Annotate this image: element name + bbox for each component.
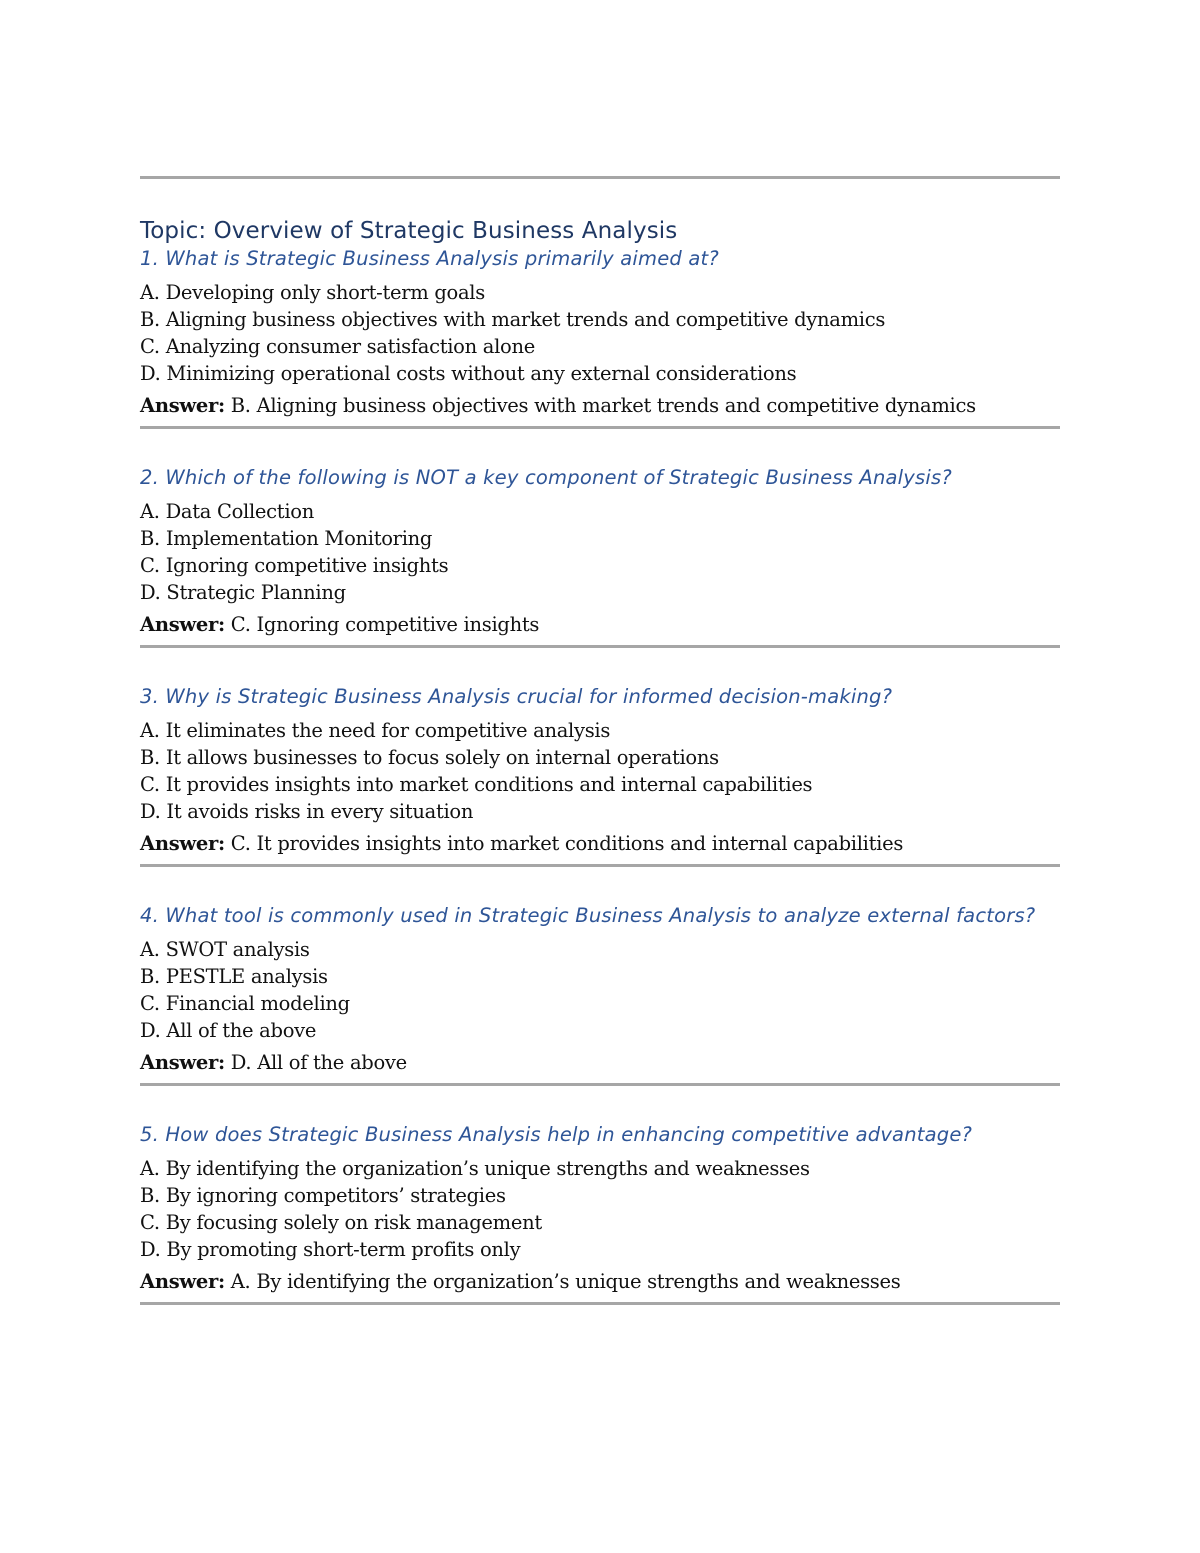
answer-line — [140, 392, 1060, 419]
option-d: D. Strategic Planning — [140, 581, 346, 604]
question-block-4 — [140, 903, 1060, 1086]
answer-text: C. It provides insights into market conditions and internal capabilities — [230, 832, 904, 855]
question-block-5 — [140, 1122, 1060, 1305]
answer-line — [140, 830, 1060, 857]
answer-line — [140, 611, 1060, 638]
option-a: A. Data Collection — [140, 500, 314, 523]
topic-heading: Topic: Overview of Strategic Business Analysis — [140, 218, 678, 244]
answer-label: Answer: — [140, 613, 225, 636]
question-text: 5. How does Strategic Business Analysis help in enhancing competitive advantage? — [140, 1123, 973, 1146]
answer-text: D. All of the above — [230, 1051, 407, 1074]
answer-label: Answer: — [140, 394, 225, 417]
answer-text: A. By identifying the organization’s unique strengths and weaknesses — [230, 1270, 901, 1293]
question-text: 1. What is Strategic Business Analysis primarily aimed at? — [140, 247, 719, 270]
option-c: C. By focusing solely on risk management — [140, 1211, 542, 1234]
options-list — [140, 279, 1060, 387]
question-block-2 — [140, 465, 1060, 648]
option-a: A. SWOT analysis — [140, 938, 310, 961]
top-divider — [140, 176, 1060, 179]
question-text: 3. Why is Strategic Business Analysis crucial for informed decision-making? — [140, 685, 893, 708]
answer-label: Answer: — [140, 832, 225, 855]
answer-label: Answer: — [140, 1051, 225, 1074]
options-list — [140, 498, 1060, 606]
option-b: B. Implementation Monitoring — [140, 527, 433, 550]
option-d: D. It avoids risks in every situation — [140, 800, 474, 823]
option-c: C. It provides insights into market conditions and internal capabilities — [140, 773, 813, 796]
options-list — [140, 717, 1060, 825]
document-page — [140, 0, 1060, 1305]
answer-text: C. Ignoring competitive insights — [230, 613, 540, 636]
option-b: B. It allows businesses to focus solely on internal operations — [140, 746, 719, 769]
divider — [140, 1302, 1060, 1305]
options-list — [140, 936, 1060, 1044]
option-c: C. Analyzing consumer satisfaction alone — [140, 335, 535, 358]
answer-line — [140, 1049, 1060, 1076]
option-d: D. By promoting short-term profits only — [140, 1238, 521, 1261]
option-d: D. All of the above — [140, 1019, 317, 1042]
question-block-3 — [140, 684, 1060, 867]
question-text: 2. Which of the following is NOT a key component of Strategic Business Analysis? — [140, 466, 952, 489]
option-b: B. By ignoring competitors’ strategies — [140, 1184, 506, 1207]
option-a: A. By identifying the organization’s unique strengths and weaknesses — [140, 1157, 810, 1180]
option-b: B. PESTLE analysis — [140, 965, 328, 988]
answer-line — [140, 1268, 1060, 1295]
question-block-1 — [140, 246, 1060, 429]
option-c: C. Ignoring competitive insights — [140, 554, 449, 577]
question-text: 4. What tool is commonly used in Strategic Business Analysis to analyze external factors? — [140, 904, 1036, 927]
option-a: A. Developing only short-term goals — [140, 281, 485, 304]
option-b: B. Aligning business objectives with market trends and competitive dynamics — [140, 308, 886, 331]
option-d: D. Minimizing operational costs without any external considerations — [140, 362, 797, 385]
option-c: C. Financial modeling — [140, 992, 350, 1015]
answer-text: B. Aligning business objectives with market trends and competitive dynamics — [230, 394, 976, 417]
options-list — [140, 1155, 1060, 1263]
option-a: A. It eliminates the need for competitive analysis — [140, 719, 611, 742]
answer-label: Answer: — [140, 1270, 225, 1293]
